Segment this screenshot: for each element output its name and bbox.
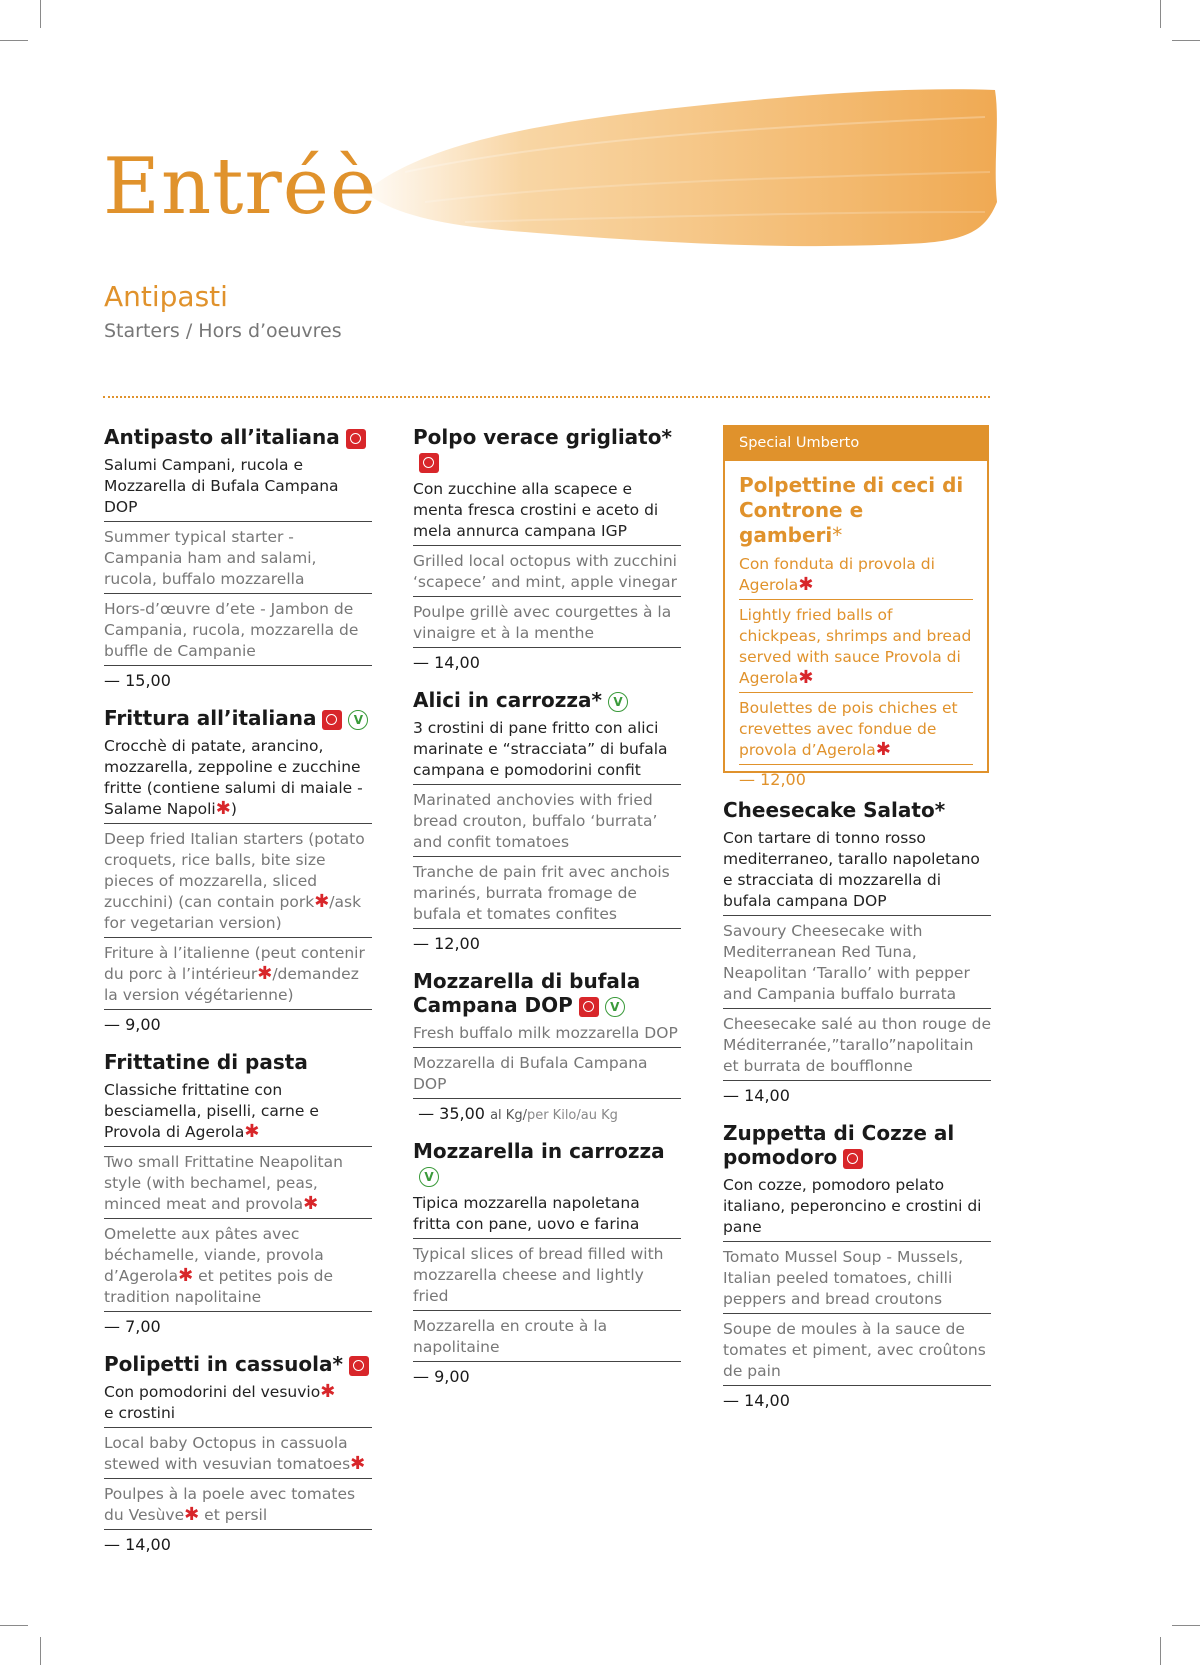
dish-price: — 9,00 bbox=[413, 1367, 470, 1386]
dish-description-fr: Cheesecake salé au thon rouge de Méditerranée,”tarallo”napolitain et burrata de boufflonne bbox=[723, 1014, 991, 1081]
dish-description-fr: Mozzarella en croute à la napolitaine bbox=[413, 1316, 681, 1362]
dish-description-fr: Hors-d’œuvre d’ete - Jambon de Campania, rucola, mozzarella de buffle de Campanie bbox=[104, 599, 372, 666]
dish-name: Antipasto all’italiana bbox=[104, 425, 372, 449]
crop-mark bbox=[1172, 1625, 1200, 1626]
dish-price: — 15,00 bbox=[104, 671, 171, 690]
dish-price: — 14,00 bbox=[723, 1086, 790, 1105]
star-icon: ✱ bbox=[798, 574, 814, 595]
section-title: Antipasti bbox=[104, 280, 228, 313]
crop-mark bbox=[1172, 40, 1200, 41]
menu-item bbox=[104, 1352, 372, 1554]
gluten-icon bbox=[579, 997, 599, 1017]
dish-description-it: 3 crostini di pane fritto con alici marinate e “stracciata” di bufala campana e pomodorini confit bbox=[413, 718, 681, 785]
dish-description-en: Fresh buffalo milk mozzarella DOP bbox=[413, 1023, 681, 1048]
crop-mark bbox=[40, 0, 41, 28]
dish-description-en: Grilled local octopus with zucchini ‘scapece’ and mint, apple vinegar bbox=[413, 551, 681, 597]
dish-description-en: Two small Frittatine Neapolitan style (with bechamel, peas, minced meat and provola✱ bbox=[104, 1152, 372, 1219]
dish-description-fr: Friture à l’italienne (peut contenir du porc à l’intérieur✱/demandez la version végétarienne) bbox=[104, 943, 372, 1010]
star-icon: ✱ bbox=[303, 1193, 319, 1214]
dish-description-en: Local baby Octopus in cassuola stewed with vesuvian tomatoes✱ bbox=[104, 1433, 372, 1479]
dish-description-en: Summer typical starter - Campania ham and salami, rucola, buffalo mozzarella bbox=[104, 527, 372, 594]
vegetarian-icon: V bbox=[608, 692, 628, 712]
menu-item bbox=[104, 1050, 372, 1336]
dotted-divider bbox=[103, 396, 990, 398]
menu-item bbox=[723, 1121, 991, 1410]
gluten-icon bbox=[322, 710, 342, 730]
star-icon: ✱ bbox=[314, 891, 330, 912]
menu-column-1 bbox=[104, 425, 372, 1570]
dish-description-it: Salumi Campani, rucola e Mozzarella di Bufala Campana DOP bbox=[104, 455, 372, 522]
dish-price: — 14,00 bbox=[723, 1391, 790, 1410]
gluten-icon bbox=[349, 1356, 369, 1376]
dish-description-it: Crocchè di patate, arancino, mozzarella, zeppoline e zucchine fritte (contiene salumi di maiale - Salame Napoli✱) bbox=[104, 736, 372, 824]
menu-column-3 bbox=[723, 798, 991, 1426]
menu-item bbox=[104, 425, 372, 690]
dish-description-en: Typical slices of bread filled with mozzarella cheese and lightly fried bbox=[413, 1244, 681, 1311]
vegetarian-icon: V bbox=[419, 1167, 439, 1187]
special-box bbox=[723, 425, 989, 789]
star-icon: ✱ bbox=[350, 1453, 366, 1474]
dish-price: — 9,00 bbox=[104, 1015, 161, 1034]
dish-description-fr: Tranche de pain frit avec anchois marinés, burrata fromage de bufala et tomates confites bbox=[413, 862, 681, 929]
special-dish-name: Polpettine di ceci di Controne e gamberi* bbox=[739, 473, 964, 547]
dish-name: Zuppetta di Cozze al pomodoro bbox=[723, 1121, 955, 1169]
dish-name: Frittura all’italiana V bbox=[104, 706, 372, 730]
crop-mark bbox=[1160, 0, 1161, 28]
special-description-fr: Boulettes de pois chiches et crevettes avec fondue de provola d’Agerola✱ bbox=[739, 698, 973, 765]
special-description-en: Lightly fried balls of chickpeas, shrimps and bread served with sauce Provola di Agerola✱ bbox=[739, 605, 973, 693]
section-subtitle: Starters / Hors d’oeuvres bbox=[104, 320, 342, 342]
dish-name: Frittatine di pasta bbox=[104, 1050, 308, 1074]
menu-item bbox=[413, 688, 681, 953]
dish-name: Cheesecake Salato* bbox=[723, 798, 946, 822]
dish-description-it: Con tartare di tonno rosso mediterraneo, tarallo napoletano e stracciata di mozzarella di bufala campana DOP bbox=[723, 828, 991, 916]
star-icon: ✱ bbox=[244, 1121, 260, 1142]
star-icon: ✱ bbox=[798, 667, 814, 688]
dish-price: — 14,00 bbox=[413, 653, 480, 672]
dish-description-fr: Mozzarella di Bufala Campana DOP bbox=[413, 1053, 681, 1099]
dish-description-en: Tomato Mussel Soup - Mussels, Italian peeled tomatoes, chilli peppers and bread croutons bbox=[723, 1247, 991, 1314]
dish-description-fr: Poulpes à la poele avec tomates du Vesùve✱ et persil bbox=[104, 1484, 372, 1530]
special-price: — 12,00 bbox=[739, 770, 806, 789]
dish-description-en: Marinated anchovies with fried bread crouton, buffalo ‘burrata’ and confit tomatoes bbox=[413, 790, 681, 857]
dish-name: Alici in carrozza* V bbox=[413, 688, 681, 712]
menu-item bbox=[413, 425, 681, 672]
dish-name: Mozzarella in carrozzaV bbox=[413, 1139, 681, 1187]
brush-stroke-decoration bbox=[345, 82, 1005, 262]
dish-name: Polipetti in cassuola* bbox=[104, 1352, 372, 1376]
star-icon: ✱ bbox=[178, 1265, 194, 1286]
menu-item bbox=[723, 798, 991, 1105]
dish-description-fr: Poulpe grillè avec courgettes à la vinaigre et à la menthe bbox=[413, 602, 681, 648]
dish-description-it: Tipica mozzarella napoletana fritta con pane, uovo e farina bbox=[413, 1193, 681, 1239]
crop-mark bbox=[1160, 1637, 1161, 1665]
dish-description-it: Classiche frittatine con besciamella, piselli, carne e Provola di Agerola✱ bbox=[104, 1080, 372, 1147]
dish-description-fr: Soupe de moules à la sauce de tomates et piment, avec croûtons de pain bbox=[723, 1319, 991, 1386]
vegetarian-icon: V bbox=[605, 997, 625, 1017]
dish-description-it: Con cozze, pomodoro pelato italiano, peperoncino e crostini di pane bbox=[723, 1175, 991, 1242]
menu-item bbox=[413, 1139, 681, 1386]
crop-mark bbox=[40, 1637, 41, 1665]
crop-mark bbox=[0, 1625, 28, 1626]
gluten-icon bbox=[843, 1149, 863, 1169]
star-icon: ✱ bbox=[215, 798, 231, 819]
star-icon: ✱ bbox=[257, 963, 273, 984]
dish-description-en: Deep fried Italian starters (potato croquets, rice balls, bite size pieces of mozzarella, sliced zucchini) (can contain pork✱/ask for vegetarian version) bbox=[104, 829, 372, 938]
menu-column-2 bbox=[413, 425, 681, 1402]
dish-description-fr: Omelette aux pâtes avec béchamelle, viande, provola d’Agerola✱ et petites pois de tradition napolitaine bbox=[104, 1224, 372, 1312]
dish-description-it: Con pomodorini del vesuvio✱ e crostini bbox=[104, 1382, 372, 1428]
dish-name: Polpo verace grigliato* bbox=[413, 425, 681, 473]
dish-price: — 7,00 bbox=[104, 1317, 161, 1336]
dish-name: Mozzarella di bufala Campana DOP V bbox=[413, 969, 641, 1017]
star-icon: ✱ bbox=[320, 1381, 336, 1402]
gluten-icon bbox=[346, 429, 366, 449]
menu-item bbox=[104, 706, 372, 1034]
menu-item bbox=[413, 969, 681, 1123]
crop-mark bbox=[0, 40, 28, 41]
gluten-icon bbox=[419, 453, 439, 473]
dish-description-it: Con zucchine alla scapece e menta fresca crostini e aceto di mela annurca campana IGP bbox=[413, 479, 681, 546]
page-title: Entréè bbox=[103, 142, 378, 232]
dish-price: — 35,00 al Kg/per Kilo/au Kg bbox=[418, 1104, 618, 1123]
dish-description-en: Savoury Cheesecake with Mediterranean Red Tuna, Neapolitan ‘Tarallo’ with pepper and Campania buffalo burrata bbox=[723, 921, 991, 1009]
star-icon: ✱ bbox=[184, 1504, 200, 1525]
vegetarian-icon: V bbox=[348, 710, 368, 730]
special-description-it: Con fonduta di provola di Agerola✱ bbox=[739, 554, 973, 600]
star-icon: ✱ bbox=[875, 739, 891, 760]
dish-price: — 14,00 bbox=[104, 1535, 171, 1554]
dish-price: — 12,00 bbox=[413, 934, 480, 953]
special-label: Special Umberto bbox=[725, 427, 987, 461]
